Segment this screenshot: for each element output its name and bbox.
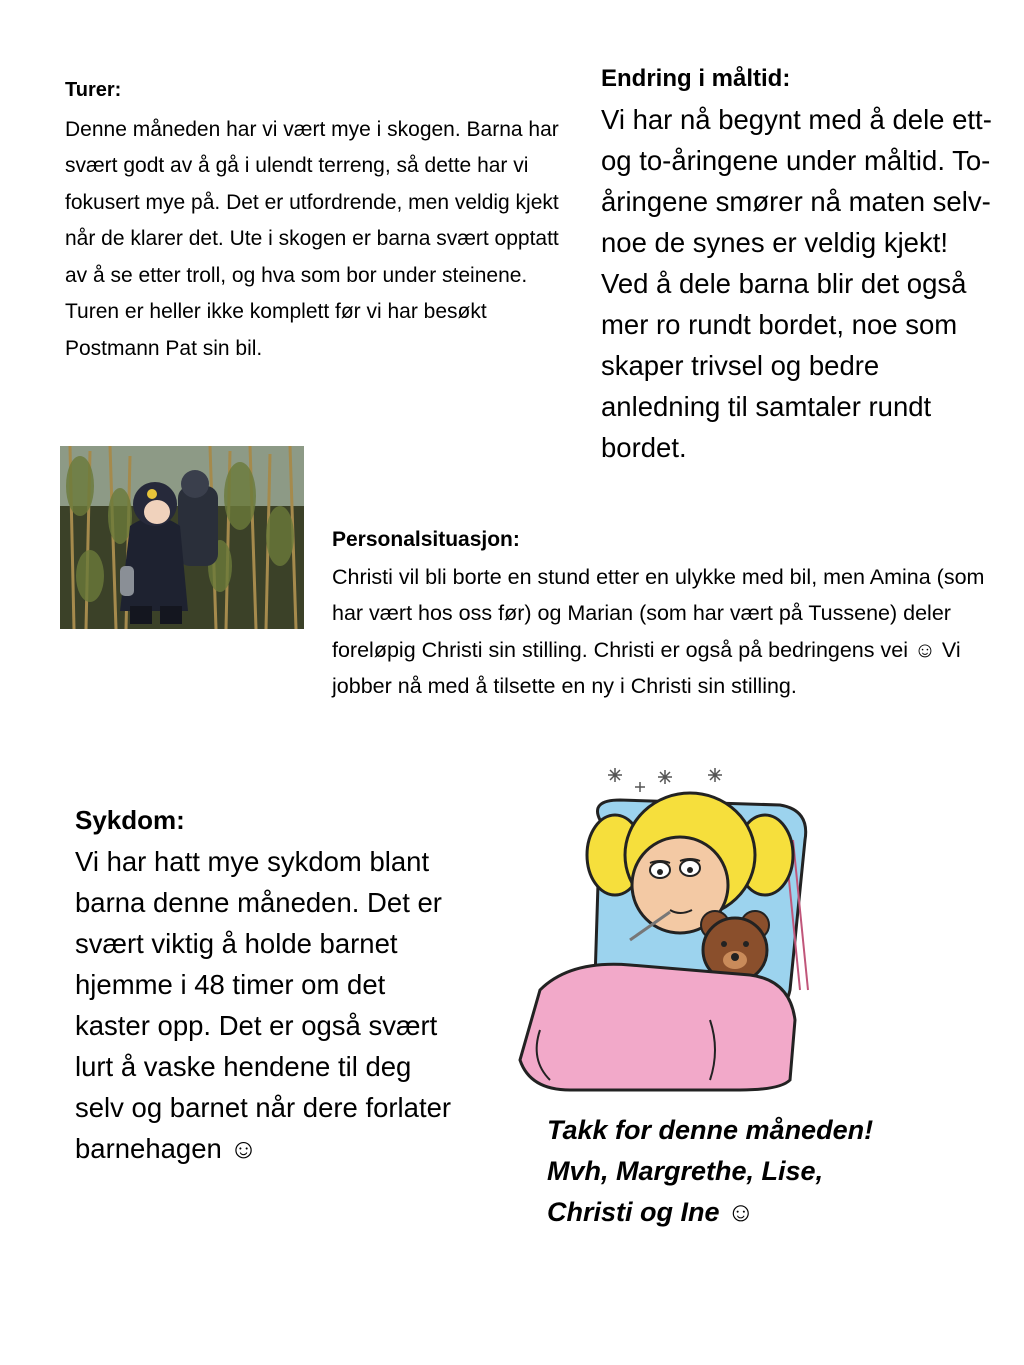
personal-section [332,522,992,705]
signoff-line-3: Christi og Ine ☺ [547,1197,755,1227]
turer-heading: Turer: [65,79,122,101]
sykdom-text: Vi har hatt mye sykdom blant barna denne måneden. Det er svært viktig å holde barnet hjemme i 48 timer om det kaster opp. Det er også svært lurt å vaske hendene til deg selv og barnet når dere forlater barnehagen ☺ [75,846,452,1164]
signoff-line-1: Takk for denne måneden! [547,1115,874,1145]
forest-trip-photo [60,446,304,629]
turer-section [65,72,577,367]
maltid-heading: Endring i måltid: [601,65,791,92]
signoff-section [547,1110,967,1233]
turer-text: Denne måneden har vi vært mye i skogen. Barna har svært godt av å gå i ulendt terreng, så dette har vi fokusert mye på. Det er utfordrende, men veldig kjekt når de klarer det. Ute i skogen er barna svært opptatt av å se etter troll, og hva som bor under steinene. Turen er heller ikke komplett før vi har besøkt Postmann Pat sin bil. [65,117,559,360]
sykdom-section [75,800,465,1169]
sick-girl-illustration [510,760,820,1100]
personal-heading: Personalsituasjon: [332,528,520,551]
signoff-line-2: Mvh, Margrethe, Lise, [547,1156,824,1186]
maltid-text: Vi har nå begynt med å dele ett- og to-åringene under måltid. To-åringene smører nå maten selv- noe de synes er veldig kjekt! Ved å dele barna blir det også mer ro rundt bordet, noe som skaper trivsel og bedre anledning til samtaler rundt bordet. [601,104,992,463]
maltid-section [601,58,1001,468]
sykdom-heading: Sykdom: [75,805,185,835]
personal-text: Christi vil bli borte en stund etter en ulykke med bil, men Amina (som har vært hos oss før) og Marian (som har vært på Tussene) deler foreløpig Christi sin stilling. Christi er også på bedringens vei ☺ Vi jobber nå med å tilsette en ny i Christi sin stilling. [332,564,985,698]
